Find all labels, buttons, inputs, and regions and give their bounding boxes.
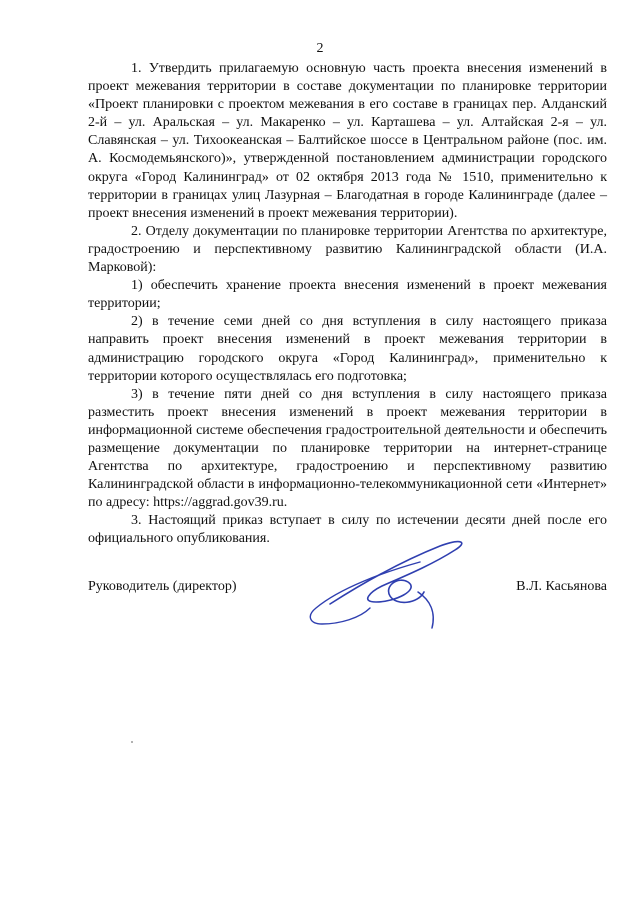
- paragraph-entry-into-force: 3. Настоящий приказ вступает в силу по истечении десяти дней после его официального опубликования.: [88, 513, 607, 547]
- paragraph-instruction-send: 2) в течение семи дней со дня вступления в силу настоящего приказа направить проект внесения изменений в проект межевания территории в администрацию городского округа «Город Калининград», применительно к территории которого осуществлялась его подготовка;: [88, 314, 607, 384]
- signature-block: [88, 578, 607, 598]
- paragraph-approve-project: 1. Утвердить прилагаемую основную часть проекта внесения изменений в проект межевания территории в составе документации по планировке территории «Проект планировки с проектом межевания в его составе в границах пер. Алданский 2-й – ул. Аральская – ул. Макаренко – ул. Карташева – ул. Алтайская 2-я – ул. Славянская – ул. Тихоокеанская – Балтийское шоссе в Центральном районе (пос. им. А. Космодемьянского)», утвержденной постановлением администрации городского округа «Город Калининград» от 02 октября 2013 года № 1510, применительно к территории в границах улиц Лазурная – Благодатная в городе Калининграде (далее – проект внесения изменений в проект межевания территории).: [88, 61, 607, 221]
- paragraph-instruction-publish: 3) в течение пяти дней со дня вступления в силу настоящего приказа разместить проект внесения изменений в проект межевания территории в информационной системе обеспечения градостроительной деятельности и обеспечить размещение документации по планировке территории на интернет-странице Агентства по архитектуре, градостроению и перспективному развитию Калининградской области в информационно-телекоммуникационной сети «Интернет» по адресу: https://aggrad.gov39.ru.: [88, 386, 607, 511]
- paragraph-department-instructions: 2. Отделу документации по планировке территории Агентства по архитектуре, градостроению и перспективному развитию Калининградской области (И.А. Марковой):: [88, 223, 607, 276]
- signatory-name: В.Л. Касьянова: [516, 579, 607, 594]
- signatory-title: Руководитель (директор): [88, 579, 237, 594]
- stray-dot: [131, 741, 133, 743]
- page-number: 2: [316, 41, 324, 56]
- document-body: [88, 60, 607, 549]
- paragraph-instruction-storage: 1) обеспечить хранение проекта внесения изменений в проект межевания территории;: [88, 278, 607, 312]
